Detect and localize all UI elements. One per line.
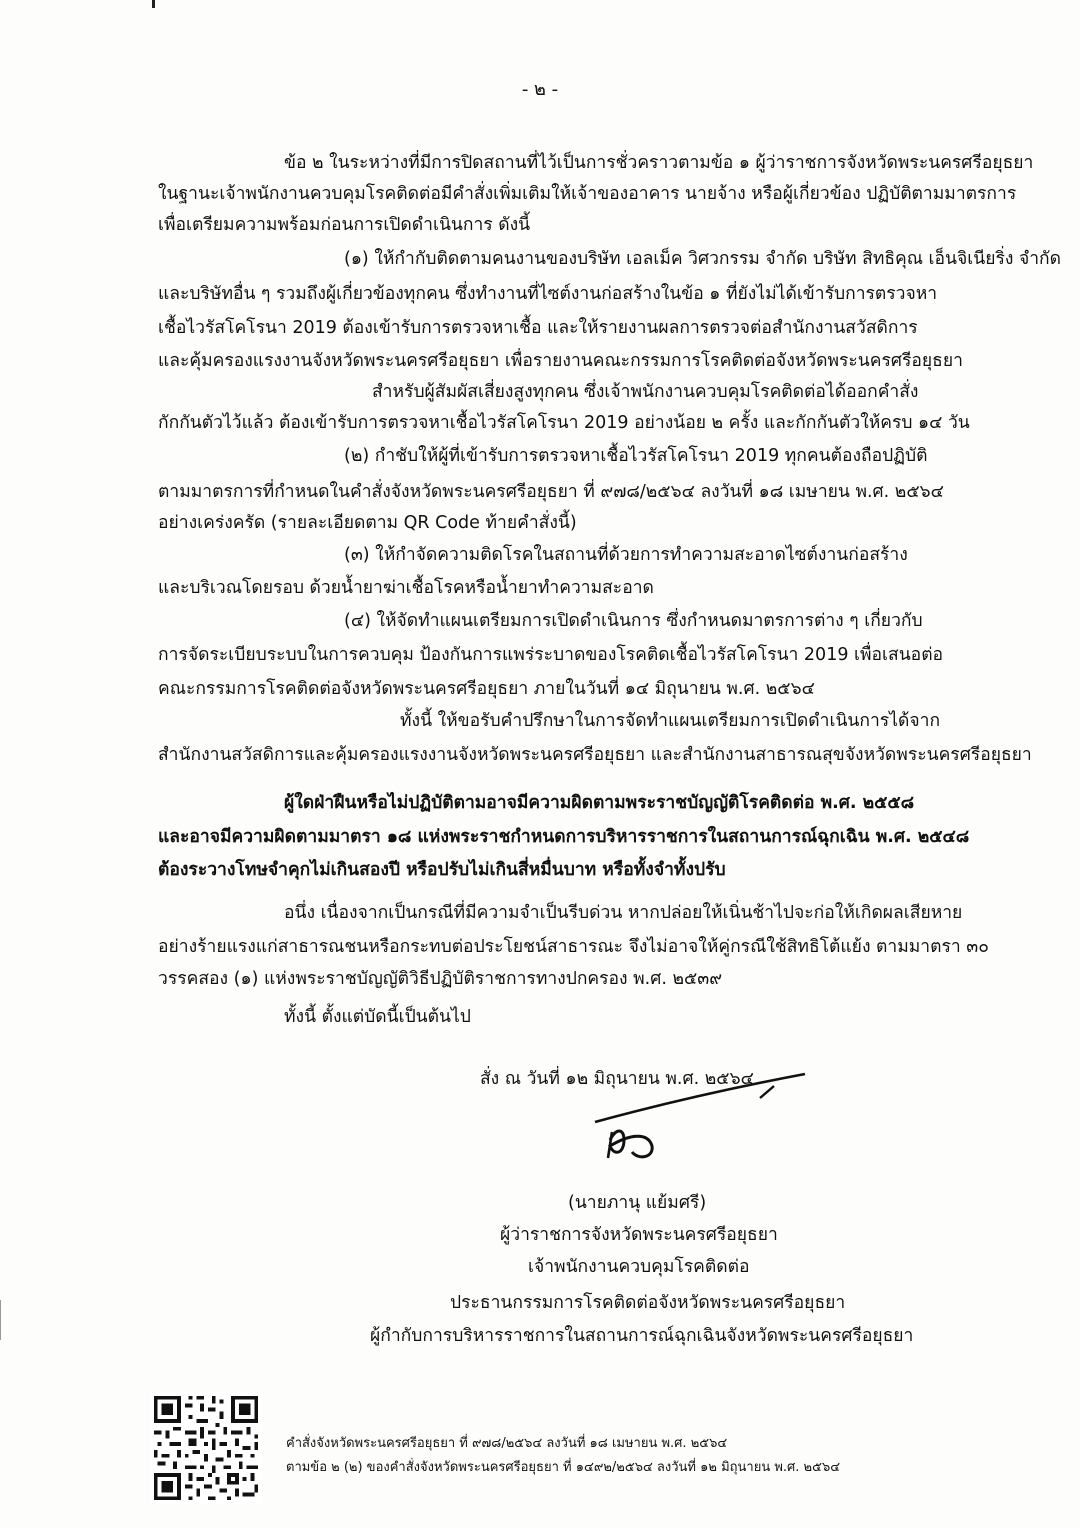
scan-artifact: [152, 0, 155, 8]
item4-line: คณะกรรมการโรคติดต่อจังหวัดพระนครศรีอยุธยา ภายในวันที่ ๑๔ มิถุนายน พ.ศ. ๒๕๖๔: [158, 679, 815, 699]
qr-code-icon: [150, 1392, 262, 1504]
clause2-line: เพื่อเตรียมความพร้อมก่อนการเปิดดำเนินการ ดังนี้: [158, 215, 531, 235]
advice-line: สำนักงานสวัสดิการและคุ้มครองแรงงานจังหวัดพระนครศรีอยุธยา และสำนักงานสาธารณสุขจังหวัดพระนครศรีอยุธยา: [158, 745, 1032, 765]
penalty-line: ผู้ใดฝ่าฝืนหรือไม่ปฏิบัติตามอาจมีความผิดตามพระราชบัญญัติโรคติดต่อ พ.ศ. ๒๕๕๘: [284, 793, 915, 813]
penalty-line: ต้องระวางโทษจำคุกไม่เกินสองปี หรือปรับไม่เกินสี่หมื่นบาท หรือทั้งจำทั้งปรับ: [158, 860, 726, 880]
item4-line: การจัดระเบียบระบบในการควบคุม ป้องกันการแพร่ระบาดของโรคติดเชื้อไวรัสโคโรนา 2019 เพื่อเสนอต่อ: [158, 645, 944, 665]
order-date: สั่ง ณ วันที่ ๑๒ มิถุนายน พ.ศ. ๒๕๖๔: [480, 1069, 754, 1089]
footnote-line: ตามข้อ ๒ (๒) ของคำสั่งจังหวัดพระนครศรีอยุธยา ที่ ๑๔๙๒/๒๕๖๔ ลงวันที่ ๑๒ มิถุนายน พ.ศ. ๒๕๖๔: [286, 1460, 841, 1475]
scan-artifact: [0, 1300, 1, 1340]
item1-line: และคุ้มครองแรงงานจังหวัดพระนครศรีอยุธยา เพื่อรายงานคณะกรรมการโรคติดต่อจังหวัดพระนครศรีอยุธยา: [158, 351, 963, 371]
advice-line: ทั้งนี้ ให้ขอรับคำปรึกษาในการจัดทำแผนเตรียมการเปิดดำเนินการได้จาก: [400, 711, 941, 731]
item1-line: เชื้อไวรัสโคโรนา 2019 ต้องเข้ารับการตรวจหาเชื้อ และให้รายงานผลการตรวจต่อสำนักงานสวัสดิการ: [158, 318, 918, 338]
item1-line: กักกันตัวไว้แล้ว ต้องเข้ารับการตรวจหาเชื้อไวรัสโคโรนา 2019 อย่างน้อย ๒ ครั้ง และกักกันตัวให้ครบ ๑๔ วัน: [158, 413, 970, 433]
item2-line: ตามมาตรการที่กำหนดในคำสั่งจังหวัดพระนครศรีอยุธยา ที่ ๙๗๘/๒๕๖๔ ลงวันที่ ๑๘ เมษายน พ.ศ. ๒๕๖๔: [158, 482, 944, 502]
urgency-line: วรรคสอง (๑) แห่งพระราชบัญญัติวิธีปฏิบัติราชการทางปกครอง พ.ศ. ๒๕๓๙: [158, 969, 723, 989]
urgency-line: อย่างร้ายแรงแก่สาธารณชนหรือกระทบต่อประโยชน์สาธารณะ จึงไม่อาจให้คู่กรณีใช้สิทธิโต้แย้ง ตามมาตรา ๓๐: [158, 937, 989, 957]
handwritten-signature: [590, 1062, 820, 1172]
footnote-line: คำสั่งจังหวัดพระนครศรีอยุธยา ที่ ๙๗๘/๒๕๖๔ ลงวันที่ ๑๘ เมษายน พ.ศ. ๒๕๖๔: [286, 1436, 728, 1451]
signatory-name: (นายภานุ แย้มศรี): [568, 1193, 707, 1213]
signatory-title: ผู้กำกับการบริหารราชการในสถานการณ์ฉุกเฉินจังหวัดพระนครศรีอยุธยา: [370, 1326, 914, 1346]
effective-clause: ทั้งนี้ ตั้งแต่บัดนี้เป็นต้นไป: [284, 1007, 471, 1027]
item3-line: (๓) ให้กำจัดความติดโรคในสถานที่ด้วยการทำความสะอาดไซต์งานก่อสร้าง: [344, 545, 908, 565]
signatory-title: เจ้าพนักงานควบคุมโรคติดต่อ: [528, 1257, 750, 1277]
item1-line: และบริษัทอื่น ๆ รวมถึงผู้เกี่ยวข้องทุกคน ซึ่งทำงานที่ไซต์งานก่อสร้างในข้อ ๑ ที่ยังไม่ได้เข้ารับการตรวจหา: [158, 284, 938, 304]
page-number: - ๒ -: [521, 79, 559, 100]
item2-line: (๒) กำชับให้ผู้ที่เข้ารับการตรวจหาเชื้อไวรัสโคโรนา 2019 ทุกคนต้องถือปฏิบัติ: [344, 446, 928, 466]
signatory-title: ประธานกรรมการโรคติดต่อจังหวัดพระนครศรีอยุธยา: [450, 1293, 846, 1313]
penalty-line: และอาจมีความผิดตามมาตรา ๑๘ แห่งพระราชกำหนดการบริหารราชการในสถานการณ์ฉุกเฉิน พ.ศ. ๒๕๔๘: [158, 827, 970, 847]
item2-line: อย่างเคร่งครัด (รายละเอียดตาม QR Code ท้ายคำสั่งนี้): [158, 513, 577, 533]
clause2-line: ในฐานะเจ้าพนักงานควบคุมโรคติดต่อมีคำสั่งเพิ่มเติมให้เจ้าของอาคาร นายจ้าง หรือผู้เกี่ยวข้อง ปฏิบัติตามมาตรการ: [158, 184, 1017, 204]
item1-line: (๑) ให้กำกับติดตามคนงานของบริษัท เอลเม็ค วิศวกรรม จำกัด บริษัท สิทธิคุณ เอ็นจิเนียริ่ง จำกัด: [344, 249, 1062, 269]
clause2-line: ข้อ ๒ ในระหว่างที่มีการปิดสถานที่ไว้เป็นการชั่วคราวตามข้อ ๑ ผู้ว่าราชการจังหวัดพระนครศรีอยุธยา: [284, 153, 1034, 173]
urgency-line: อนึ่ง เนื่องจากเป็นกรณีที่มีความจำเป็นรีบด่วน หากปล่อยให้เนิ่นช้าไปจะก่อให้เกิดผลเสียหาย: [284, 903, 963, 923]
signatory-title: ผู้ว่าราชการจังหวัดพระนครศรีอยุธยา: [500, 1225, 778, 1245]
item4-line: (๔) ให้จัดทำแผนเตรียมการเปิดดำเนินการ ซึ่งกำหนดมาตรการต่าง ๆ เกี่ยวกับ: [344, 611, 923, 631]
item1-line: สำหรับผู้สัมผัสเสี่ยงสูงทุกคน ซึ่งเจ้าพนักงานควบคุมโรคติดต่อได้ออกคำสั่ง: [372, 382, 919, 402]
item3-line: และบริเวณโดยรอบ ด้วยน้ำยาฆ่าเชื้อโรคหรือน้ำยาทำความสะอาด: [158, 578, 654, 598]
